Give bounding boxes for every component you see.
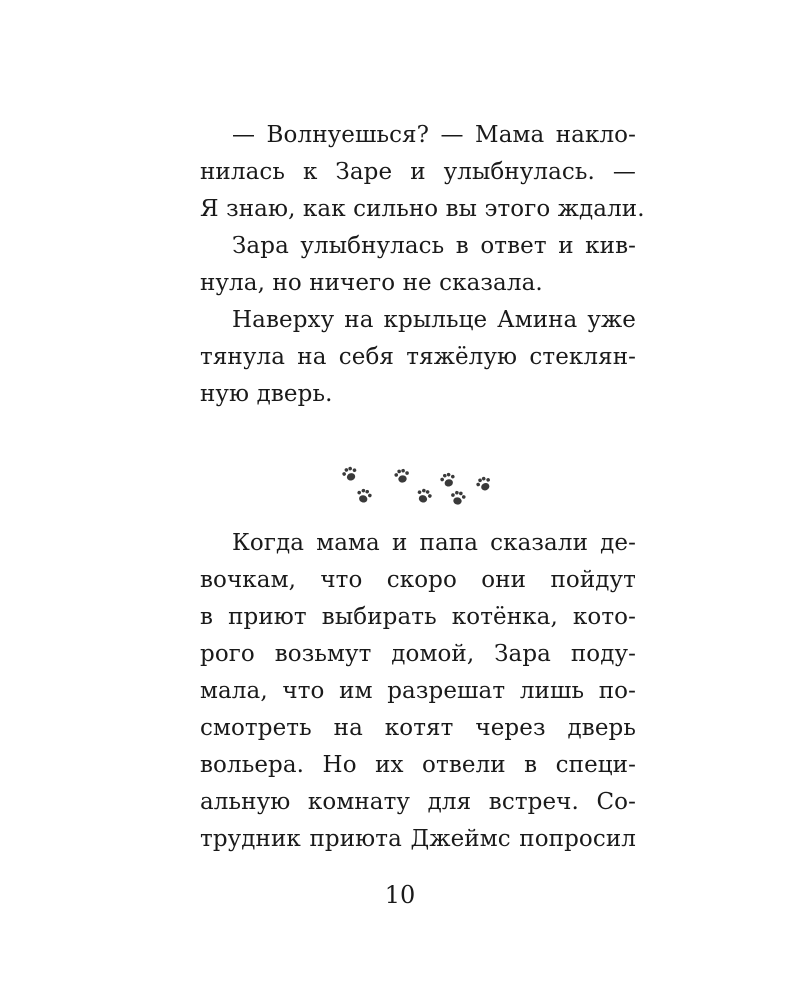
paw-print-icon	[390, 464, 413, 487]
text-line: нилась к Заре и улыбнулась. —	[200, 159, 636, 185]
text-line: рого возьмут домой, Зара поду-	[200, 641, 636, 667]
text-line: Когда мама и папа сказали де-	[232, 530, 636, 556]
text-line: вольера. Но их отвели в специ-	[200, 752, 636, 778]
paw-print-icon	[337, 461, 363, 487]
text-line: мала, что им разрешат лишь по-	[200, 678, 636, 704]
text-line: нула, но ничего не сказала.	[200, 270, 543, 296]
paw-print-icon	[352, 484, 376, 508]
text-line: Наверху на крыльце Амина уже	[232, 307, 636, 333]
text-line: Я знаю, как сильно вы этого ждали.	[200, 196, 645, 222]
text-line: ную дверь.	[200, 381, 333, 407]
text-line: — Волнуешься? — Мама накло-	[232, 122, 636, 148]
text-line: трудник приюта Джеймс попросил	[200, 826, 636, 852]
paw-print-icon	[471, 471, 498, 498]
text-line: Зара улыбнулась в ответ и кив-	[232, 233, 636, 259]
text-line: смотреть на котят через дверь	[200, 715, 636, 741]
paw-print-icon	[446, 486, 469, 509]
page-number: 10	[384, 881, 416, 909]
text-line: в приют выбирать котёнка, кото-	[200, 604, 636, 630]
text-line: тянула на себя тяжёлую стеклян-	[200, 344, 636, 370]
paw-prints-divider	[330, 462, 500, 510]
paw-print-icon	[411, 483, 437, 509]
text-line: вочкам, что скоро они пойдут	[200, 567, 636, 593]
text-line: альную комнату для встреч. Со-	[200, 789, 636, 815]
